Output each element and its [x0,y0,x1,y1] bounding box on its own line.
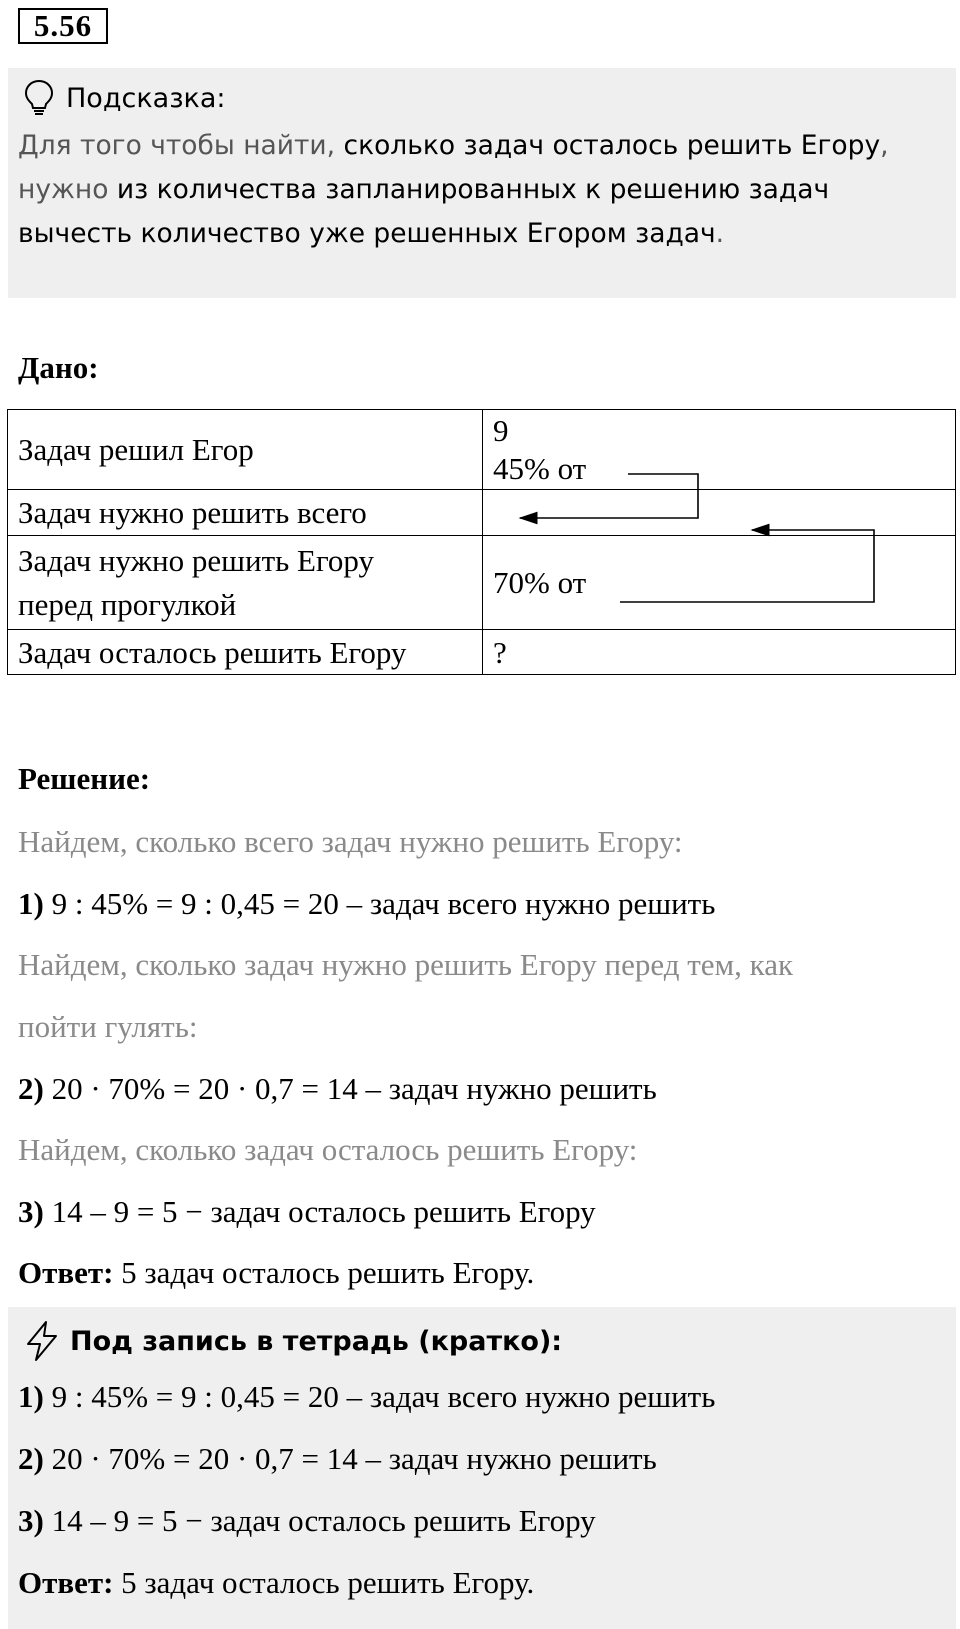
answer-text: 5 задач осталось решить Егору. [113,1565,535,1600]
given-label-solved: Задач решил Егор [8,410,483,490]
given-label-line: перед прогулкой [18,586,237,622]
step2-comment-line2: пойти гулять: [18,1009,198,1044]
given-value-remaining: ? [483,630,956,675]
step3-comment: Найдем, сколько задач осталось решить Егору: [18,1132,638,1167]
step3-line [18,1194,596,1230]
hint-part: Для того чтобы найти, [18,130,344,161]
step-number: 1) [18,1379,44,1414]
given-label-remaining: Задач осталось решить Егору [8,630,483,675]
step-number: 3) [18,1194,44,1229]
solution-heading: Решение: [18,761,151,796]
notes-title: Под запись в тетрадь (кратко): [70,1325,563,1357]
notes-step3-line [18,1503,596,1539]
table-row [8,536,956,630]
notes-panel [8,1307,956,1629]
step-text: 20 · 70% = 20 · 0,7 = 14 – задач нужно решить [43,1071,657,1106]
step-number: 2) [18,1441,44,1476]
step2-comment-line1: Найдем, сколько задач нужно решить Егору перед тем, как [18,947,794,982]
step-text: 9 : 45% = 9 : 0,45 = 20 – задач всего нужно решить [43,1379,716,1414]
step-number: 3) [18,1503,44,1538]
hint-title-row [24,78,226,118]
hint-panel [8,68,956,298]
hint-text [18,124,948,256]
step1-line [18,886,715,922]
hint-part: . [715,218,725,249]
step1-comment: Найдем, сколько всего задач нужно решить Егору: [18,824,683,859]
answer-text: 5 задач осталось решить Егору. [113,1255,535,1290]
notes-title-row [24,1321,562,1361]
lightbulb-icon [24,79,54,117]
hint-title: Подсказка: [66,82,226,114]
hint-part: из количества запланированных к решению задач вычесть количество уже решенных Егором задач [18,174,830,249]
problem-number: 5.56 [18,8,108,44]
given-value-70pct: 70% от [483,536,956,630]
notes-answer-line [18,1565,534,1601]
answer-label: Ответ: [18,1565,114,1600]
notes-step1-line [18,1379,715,1415]
given-table [7,409,956,675]
given-value-solved [483,410,956,490]
answer-line [18,1255,534,1291]
hint-part: , нужно [18,130,889,205]
given-heading: Дано: [18,350,99,385]
step-text: 9 : 45% = 9 : 0,45 = 20 – задач всего нужно решить [43,886,716,921]
table-row [8,490,956,536]
table-row [8,410,956,490]
given-value-45pct: 45% от [493,450,587,486]
step-text: 20 · 70% = 20 · 0,7 = 14 – задач нужно решить [43,1441,657,1476]
step-number: 1) [18,886,44,921]
answer-label: Ответ: [18,1255,114,1290]
given-label-before-walk [8,536,483,630]
notes-step2-line [18,1441,657,1477]
given-label-total: Задач нужно решить всего [8,490,483,536]
step-text: 14 – 9 = 5 − задач осталось решить Егору [43,1503,596,1538]
step-number: 2) [18,1071,44,1106]
step2-line [18,1071,657,1107]
step-text: 14 – 9 = 5 − задач осталось решить Егору [43,1194,596,1229]
given-value-nine: 9 [493,412,509,448]
lightning-icon [24,1320,60,1362]
hint-part: сколько задач осталось решить Егору [343,130,881,161]
given-value-total [483,490,956,536]
given-label-line: Задач нужно решить Егору [18,542,374,578]
table-row [8,630,956,675]
